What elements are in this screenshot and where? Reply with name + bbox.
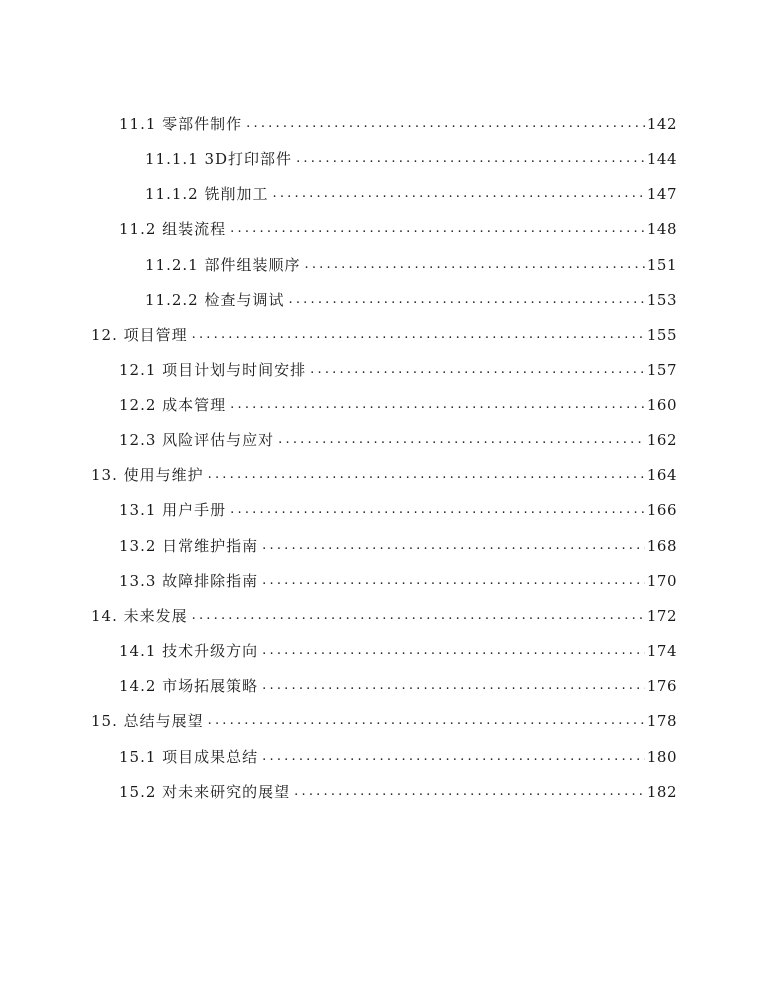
toc-page-number: 176	[646, 677, 677, 695]
toc-entry-12[interactable]	[91, 324, 677, 346]
toc-leader-dots	[262, 746, 645, 768]
toc-page-number: 147	[646, 185, 677, 203]
toc-entry-11-1-1[interactable]	[145, 148, 677, 170]
toc-page-number: 162	[646, 431, 677, 449]
toc-entry-12-3[interactable]	[119, 429, 677, 451]
toc-leader-dots	[246, 113, 645, 135]
toc-entry-13[interactable]	[91, 464, 677, 486]
toc-leader-dots	[304, 254, 644, 276]
toc-entry-label: 13.3 故障排除指南	[119, 572, 259, 590]
toc-entry-13-1[interactable]	[119, 499, 677, 521]
toc-page-number: 172	[646, 607, 677, 625]
toc-leader-dots	[272, 183, 644, 205]
toc-leader-dots	[278, 429, 645, 451]
toc-entry-label: 11.1 零部件制作	[119, 115, 243, 133]
toc-entry-label: 11.2 组装流程	[119, 220, 227, 238]
toc-entry-label: 12.1 项目计划与时间安排	[119, 361, 307, 379]
toc-entry-14-2[interactable]	[119, 675, 677, 697]
toc-entry-label: 11.2.2 检查与调试	[145, 291, 285, 309]
toc-entry-label: 11.1.2 铣削加工	[145, 185, 269, 203]
toc-entry-13-2[interactable]	[119, 535, 677, 557]
toc-entry-13-3[interactable]	[119, 570, 677, 592]
toc-leader-dots	[288, 289, 644, 311]
toc-entry-11-2-1[interactable]	[145, 254, 677, 276]
toc-leader-dots	[192, 324, 645, 346]
toc-page-number: 166	[646, 501, 677, 519]
toc-entry-15-1[interactable]	[119, 746, 677, 768]
toc-page-number: 164	[646, 466, 677, 484]
toc-entry-label: 15.2 对未来研究的展望	[119, 783, 291, 801]
toc-leader-dots	[208, 464, 645, 486]
toc-entry-label: 13. 使用与维护	[91, 466, 204, 484]
toc-leader-dots	[296, 148, 645, 170]
toc-entry-15-2[interactable]	[119, 781, 677, 803]
toc-entry-12-2[interactable]	[119, 394, 677, 416]
toc-page-number: 155	[646, 326, 677, 344]
toc-page-number: 148	[646, 220, 677, 238]
toc-entry-label: 12.3 风险评估与应对	[119, 431, 275, 449]
toc-page-number: 157	[646, 361, 677, 379]
toc-entry-label: 15.1 项目成果总结	[119, 748, 259, 766]
toc-entry-label: 11.2.1 部件组装顺序	[145, 256, 301, 274]
toc-entry-label: 12.2 成本管理	[119, 396, 227, 414]
toc-page-number: 153	[646, 291, 677, 309]
toc-page-number: 174	[646, 642, 677, 660]
toc-leader-dots	[262, 640, 645, 662]
toc-page-number: 180	[646, 748, 677, 766]
toc-page-number: 182	[646, 783, 677, 801]
toc-leader-dots	[262, 675, 645, 697]
toc-entry-11-1-2[interactable]	[145, 183, 677, 205]
toc-leader-dots	[230, 218, 645, 240]
toc-page-number: 178	[646, 712, 677, 730]
toc-entry-14-1[interactable]	[119, 640, 677, 662]
toc-entry-label: 12. 项目管理	[91, 326, 188, 344]
toc-page-number: 168	[646, 537, 677, 555]
toc-leader-dots	[310, 359, 645, 381]
toc-leader-dots	[262, 570, 645, 592]
toc-page-number: 142	[646, 115, 677, 133]
toc-entry-11-2[interactable]	[119, 218, 677, 240]
toc-entry-label: 11.1.1 3D打印部件	[145, 150, 293, 168]
toc-entry-label: 15. 总结与展望	[91, 712, 204, 730]
toc-leader-dots	[230, 499, 645, 521]
toc-entry-label: 14.1 技术升级方向	[119, 642, 259, 660]
toc-entry-15[interactable]	[91, 710, 677, 732]
toc-entry-label: 14. 未来发展	[91, 607, 188, 625]
toc-entry-12-1[interactable]	[119, 359, 677, 381]
toc-page-number: 160	[646, 396, 677, 414]
toc-entry-label: 14.2 市场拓展策略	[119, 677, 259, 695]
toc-page-number: 144	[646, 150, 677, 168]
toc-entry-11-1[interactable]	[119, 113, 677, 135]
toc-leader-dots	[230, 394, 645, 416]
toc-leader-dots	[192, 605, 645, 627]
toc-page-number: 151	[646, 256, 677, 274]
toc-entry-14[interactable]	[91, 605, 677, 627]
toc-entry-label: 13.2 日常维护指南	[119, 537, 259, 555]
toc-entry-11-2-2[interactable]	[145, 289, 677, 311]
toc-leader-dots	[262, 535, 645, 557]
toc-page-number: 170	[646, 572, 677, 590]
toc-entry-label: 13.1 用户手册	[119, 501, 227, 519]
toc-leader-dots	[294, 781, 645, 803]
toc-leader-dots	[208, 710, 645, 732]
